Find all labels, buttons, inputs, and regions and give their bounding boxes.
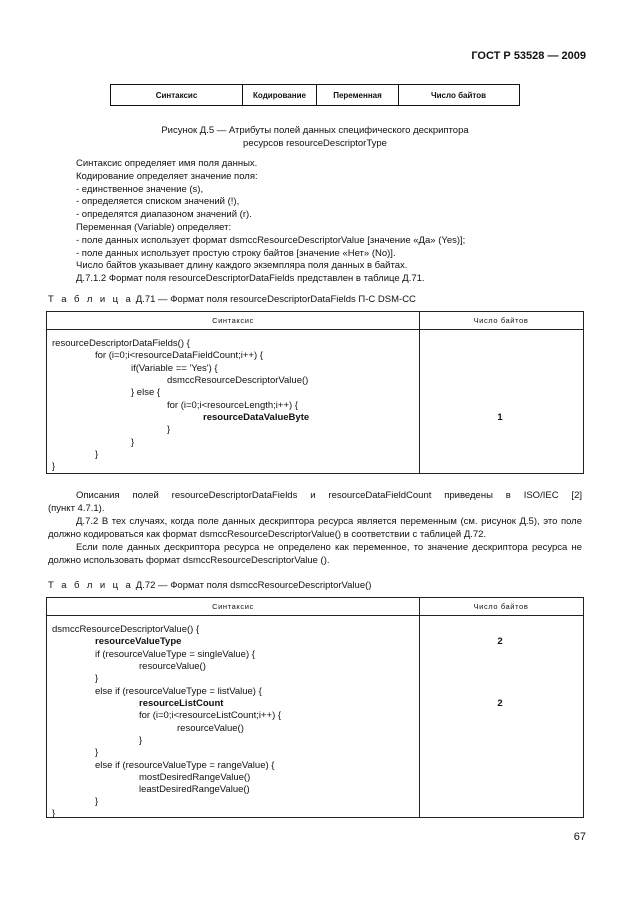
figure-cell-syntax: Синтаксис	[111, 85, 243, 105]
code-line: dsmccResourceDescriptorValue() {	[52, 624, 200, 635]
code-line: else if (resourceValueType = listValue) {	[95, 686, 262, 697]
code-line: }	[95, 449, 99, 460]
code-line: }	[52, 461, 56, 472]
code-line: for (i=0;i<resourceListCount;i++) {	[139, 710, 282, 721]
table72-title-text: Д.72 — Формат поля dsmccResourceDescriptorValue()	[133, 580, 372, 591]
description-line: - поле данных использует формат dsmccResourceDescriptorValue [значение «Да» (Yes)];	[76, 234, 466, 246]
table72-title	[48, 580, 371, 591]
description-line: - определяется списком значений (!),	[76, 196, 240, 208]
code-line: } else {	[131, 387, 161, 398]
body-paragraph-3: Если поле данных дескриптора ресурса не определено как переменное, то значение дескриптора ресурса не должно использовать формат dsmccResourceDescriptorValue ().	[48, 542, 582, 566]
table72	[46, 597, 584, 818]
code-line: for (i=0;i<resourceLength;i++) {	[167, 400, 298, 411]
description-line: Синтаксис определяет имя поля данных.	[76, 158, 258, 169]
figure-cell-bytes: Число байтов	[431, 90, 486, 100]
body-paragraph-1-line1: Описания полей resourceDescriptorDataFields и resourceDataFieldCount приведены в ISO/IEC [2]	[76, 490, 582, 501]
description-line: Число байтов указывает длину каждого экземпляра поля данных в байтах.	[76, 260, 408, 272]
description-line: - определятся диапазоном значений (r).	[76, 209, 252, 221]
description-line: Кодирование определяет значение поля:	[76, 170, 258, 182]
document-header: ГОСТ Р 53528 — 2009	[471, 50, 586, 62]
figure-cell-coding: Кодирование	[243, 85, 317, 105]
table71-column-divider	[419, 312, 420, 473]
table71-header-syntax: Синтаксис	[47, 312, 419, 330]
code-line: }	[131, 437, 135, 448]
table71-title	[48, 294, 416, 305]
table72-bytes-value-list: 2	[497, 698, 503, 709]
page-number: 67	[573, 831, 586, 843]
code-line: }	[167, 424, 171, 435]
code-line: }	[95, 796, 99, 807]
code-line: resourceListCount	[139, 698, 224, 709]
code-line: resourceDataValueByte	[203, 412, 310, 423]
description-line: - единственное значение (s),	[76, 183, 204, 195]
code-line: dsmccResourceDescriptorValue()	[167, 375, 309, 386]
description-line: Переменная (Variable) определяет:	[76, 221, 232, 233]
code-line: resourceDescriptorDataFields() {	[52, 338, 190, 349]
description-text	[76, 158, 465, 286]
table72-header-bytes: Число байтов	[419, 598, 583, 616]
table72-bytes-value-type: 2	[497, 636, 503, 647]
description-line: - поле данных использует простую строку байтов [значение «Нет» (No)].	[76, 247, 396, 259]
figure-cell-variable: Переменная	[317, 85, 399, 105]
code-line: }	[95, 673, 99, 684]
code-line: else if (resourceValueType = rangeValue) {	[95, 760, 275, 771]
table72-column-divider	[419, 598, 420, 817]
code-line: }	[95, 747, 99, 758]
body-paragraph-1-line2: (пункт 4.7.1).	[48, 502, 105, 514]
code-line: for (i=0;i<resourceDataFieldCount;i++) {	[95, 350, 263, 361]
figure-caption-line2: ресурсов resourceDescriptorType	[243, 138, 387, 149]
figure-caption-line1: Рисунок Д.5 — Атрибуты полей данных специфического дескриптора	[161, 125, 469, 136]
code-line: resourceValueType	[95, 636, 182, 647]
table72-header-syntax: Синтаксис	[47, 598, 419, 616]
table71-bytes-value: 1	[497, 412, 503, 423]
code-line: if (resourceValueType = singleValue) {	[95, 649, 255, 660]
body-paragraph-2: Д.7.2 В тех случаях, когда поле данных дескриптора ресурса является переменным (см. рисунок Д.5), это поле должно кодироваться как формат dsmccResourceDescriptorValue() в соответствии с таблицей Д.72.	[48, 516, 582, 540]
table71-header-bytes: Число байтов	[419, 312, 583, 330]
table71-title-prefix: Т а б л и ц а	[48, 294, 134, 305]
code-line: }	[52, 808, 56, 819]
code-line: mostDesiredRangeValue()	[139, 772, 251, 783]
code-line: resourceValue()	[139, 661, 206, 672]
table72-title-prefix: Т а б л и ц а	[48, 580, 134, 591]
table71	[46, 311, 584, 474]
figure-attribute-row	[110, 84, 520, 106]
table71-title-text: Д.71 — Формат поля resourceDescriptorDataFields П-С DSM-CC	[133, 294, 416, 305]
description-line: Д.7.1.2 Формат поля resourceDescriptorDataFields представлен в таблице Д.71.	[76, 273, 425, 285]
body-paragraph-1	[48, 490, 582, 516]
code-line: }	[139, 735, 143, 746]
code-line: leastDesiredRangeValue()	[139, 784, 250, 795]
code-line: if(Variable == 'Yes') {	[131, 363, 218, 374]
code-line: resourceValue()	[177, 723, 244, 734]
